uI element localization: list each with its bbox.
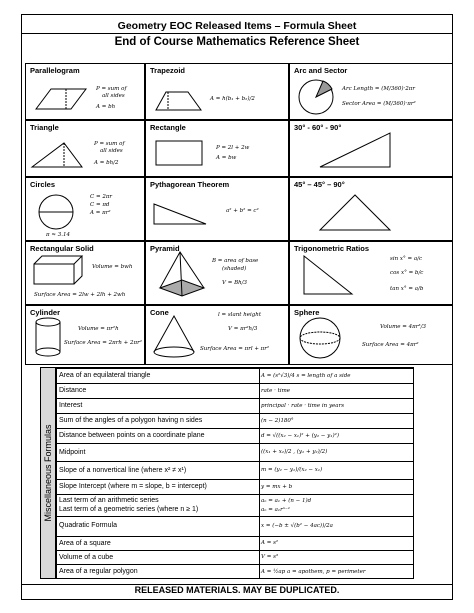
row-label: Area of an equilateral triangle (59, 372, 151, 379)
cell-trapezoid (145, 63, 289, 120)
cell-title: Cylinder (30, 308, 61, 317)
cell-title: Circles (30, 180, 56, 189)
row-formula: y = mx + b (261, 484, 293, 490)
pyramid-diagram (146, 242, 289, 305)
cylinder-diagram (26, 306, 145, 365)
row-label: Sum of the angles of a polygon having n sides (59, 417, 203, 424)
row-label: Slope of a nonvertical line (where x² ≠ x¹) (59, 467, 187, 474)
cell-pythagorean (145, 177, 289, 241)
triangle-30-60-90-diagram (290, 121, 453, 177)
formula: P = 2l + 2w (216, 145, 250, 151)
row-formula: V = s³ (261, 554, 279, 560)
formula: A = bh/2 (94, 160, 119, 166)
triangle-45-45-90-diagram (290, 178, 453, 241)
misc-formulas-table (56, 367, 414, 579)
formula: cos x° = b/c (390, 270, 424, 276)
formula: all sides (102, 93, 125, 99)
cell-trig-ratios (289, 241, 453, 305)
formula: Volume = πr²h (78, 326, 119, 332)
cell-cylinder (25, 305, 145, 365)
row-formula: principal · rate · time in years (261, 403, 345, 409)
divider (22, 33, 452, 34)
formula: Arc Length = (M/360)·2πr (342, 86, 416, 92)
table-row (57, 383, 413, 398)
cell-title: Parallelogram (30, 66, 80, 75)
formula: B = area of base (212, 258, 259, 264)
row-formula: m = (y₂ − y₁)/(x₂ − x₁) (261, 467, 323, 473)
formula: Volume = 4πr³/3 (380, 324, 426, 330)
cell-title: Trapezoid (150, 66, 186, 75)
cell-title: Trigonometric Ratios (294, 244, 370, 253)
formula: Sector Area = (M/360)·πr² (342, 101, 416, 107)
table-row (57, 398, 413, 413)
row-formula: ((x₁ + x₂)/2 , (y₁ + y₂)/2) (261, 449, 328, 455)
formula: tan x° = a/b (390, 286, 424, 292)
cell-45-45-90 (289, 177, 453, 241)
row-formula: rate · time (261, 388, 291, 394)
cell-parallelogram (25, 63, 145, 120)
cell-cone (145, 305, 289, 365)
row-formula: d = √((x₂ − x₁)² + (y₂ − y₁)²) (261, 433, 339, 439)
formula: C = 2πr (90, 194, 113, 200)
parallelogram-diagram (26, 64, 145, 120)
divider (22, 584, 452, 585)
row-formula: A = s² (261, 540, 279, 546)
row-label: Interest (59, 402, 83, 409)
table-row (57, 550, 413, 564)
formula: π ≈ 3.14 (46, 232, 70, 238)
table-row (57, 479, 413, 494)
row-formula: x = (−b ± √(b² − 4ac))/2a (261, 523, 333, 529)
formula: a² + b² = c² (226, 208, 259, 214)
row-label: Slope Intercept (where m = slope, b = intercept) (59, 483, 207, 490)
page-title: Geometry EOC Released Items – Formula Sheet (117, 20, 357, 32)
cell-title: Rectangle (150, 123, 186, 132)
formula: Surface Area = πrl + πr² (200, 346, 270, 352)
formula: P = sum of (94, 141, 125, 147)
right-triangle-diagram (146, 178, 289, 241)
misc-side-label (40, 367, 56, 579)
cell-title: Cone (150, 308, 169, 317)
row-formula: A = ½ap a = apothem, p = perimeter (261, 569, 366, 575)
table-row (57, 443, 413, 461)
formula: V = Bh/3 (222, 280, 248, 286)
row-formula: (n − 2)180° (261, 418, 294, 424)
table-row (57, 564, 413, 580)
table-row (57, 413, 413, 428)
row-label: Volume of a cube (59, 554, 114, 561)
row-label: Area of a square (59, 540, 111, 547)
formula: Surface Area = 2lw + 2lh + 2wh (34, 292, 126, 298)
row-formula: A = (s²√3)/4 s = length of a side (261, 373, 351, 379)
formula: V = πr²h/3 (228, 326, 258, 332)
cell-30-60-90 (289, 120, 453, 177)
cell-rectangular-solid (25, 241, 145, 305)
row-formula: aₙ = a₁rⁿ⁻¹ (261, 507, 291, 513)
table-row (57, 494, 413, 516)
row-label: Area of a regular polygon (59, 568, 138, 575)
shapes-grid (21, 63, 453, 365)
cell-sphere (289, 305, 453, 365)
formula: sin x° = a/c (390, 256, 423, 262)
page-subtitle: End of Course Mathematics Reference Sheet (114, 36, 360, 48)
formula: A = h(b₁ + b₂)/2 (210, 96, 255, 102)
cell-title: Triangle (30, 123, 59, 132)
row-label: Distance (59, 387, 87, 394)
row-label: Distance between points on a coordinate plane (59, 432, 205, 439)
formula: all sides (100, 148, 123, 154)
cell-circles (25, 177, 145, 241)
triangle-diagram (26, 121, 145, 177)
formula: A = πr² (90, 210, 111, 216)
row-formula: aₙ = a₁ + (n − 1)d (261, 498, 312, 504)
formula: P = sum of (96, 86, 127, 92)
formula: (shaded) (222, 266, 247, 272)
trig-triangle-diagram (290, 242, 453, 305)
misc-label-text: Miscellaneous Formulas (43, 424, 53, 522)
cell-title: Arc and Sector (294, 66, 348, 75)
formula: A = bw (216, 155, 237, 161)
footer-note: RELEASED MATERIALS. MAY BE DUPLICATED. (134, 585, 340, 595)
formula: Surface Area = 4πr² (362, 342, 419, 348)
cell-triangle (25, 120, 145, 177)
cell-arc-sector (289, 63, 453, 120)
cell-title: 30° - 60° - 90° (294, 123, 342, 132)
row-label: Midpoint (59, 449, 86, 456)
table-row (57, 461, 413, 479)
cell-title: Pyramid (150, 244, 180, 253)
table-row (57, 428, 413, 443)
cell-title: Rectangular Solid (30, 244, 94, 253)
cell-rectangle (145, 120, 289, 177)
row-label: Last term of a geometric series (where n ≥ 1) (59, 506, 199, 513)
formula: C = πd (90, 202, 110, 208)
table-row (57, 368, 413, 383)
formula: l = slant height (218, 312, 262, 318)
trapezoid-diagram (146, 64, 289, 120)
formula: Surface Area = 2πrh + 2πr² (64, 340, 142, 346)
arc-sector-diagram (290, 64, 453, 120)
cell-title: 45° – 45° – 90° (294, 180, 345, 189)
cell-pyramid (145, 241, 289, 305)
circle-diagram (26, 178, 145, 241)
formula: A = bh (96, 104, 116, 110)
cell-title: Sphere (294, 308, 320, 317)
row-label: Quadratic Formula (59, 522, 117, 529)
table-row (57, 516, 413, 536)
cell-title: Pythagorean Theorem (150, 180, 230, 189)
sphere-diagram (290, 306, 453, 365)
table-row (57, 536, 413, 550)
formula: Volume = bwh (92, 264, 133, 270)
row-label: Last term of an arithmetic series (59, 497, 159, 504)
